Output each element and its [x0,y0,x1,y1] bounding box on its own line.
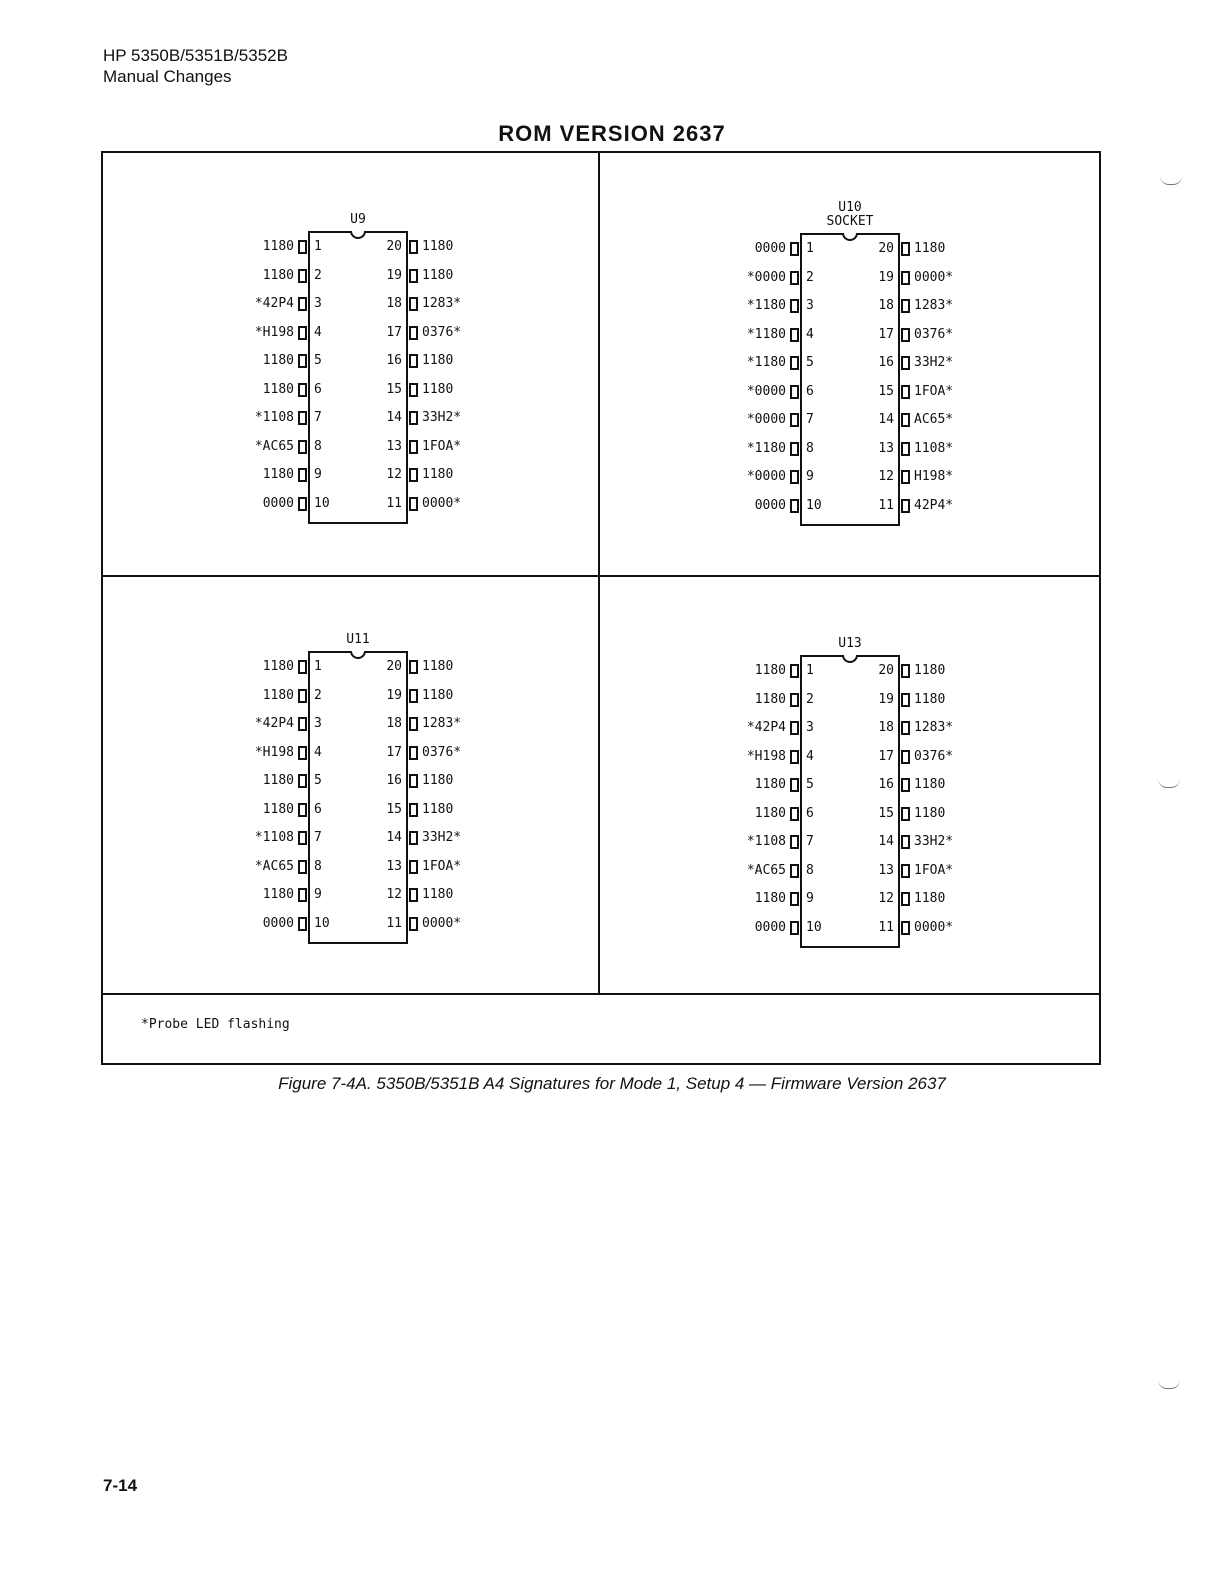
signature-right: 1108* [914,440,954,456]
pin-number: 18 [878,720,894,735]
signature-left: 1180 [262,467,294,482]
pin-pad [790,864,799,878]
signature-right: 1180 [422,353,454,368]
pin-pad [901,721,910,735]
pin-number: 11 [386,915,402,931]
pin-pad [790,892,799,906]
rom-version-title: ROM VERSION 2637 [498,121,726,146]
pin-number: 17 [386,324,402,340]
signature-left: 1180 [262,801,294,817]
pin-pad [901,864,910,878]
pin-number: 11 [386,495,402,511]
pin-number: 10 [314,915,330,931]
quadrant-u9 [103,153,598,575]
pin-pad [298,860,307,874]
pin-number: 6 [806,383,814,399]
pin-pad [298,746,307,760]
signature-left: *1180 [746,355,786,370]
pin-number: 20 [878,241,894,256]
quadrant-u11 [103,577,598,993]
pin-number: 8 [314,858,322,874]
pin-number: 13 [386,858,402,874]
signature-right: 0376* [422,744,462,760]
pin-pad [901,750,910,764]
pin-number: 1 [806,663,814,678]
pin-pad [901,328,910,342]
pin-number: 2 [806,269,814,285]
pin-pad [790,242,799,256]
signature-left: *H198 [746,748,786,764]
figure-frame [101,151,1101,1065]
signature-right: 33H2* [914,834,954,849]
pin-number: 14 [386,830,402,845]
signature-left: *0000 [746,469,786,484]
pin-number: 7 [314,830,322,845]
pin-number: 7 [806,412,814,427]
pin-pad [901,807,910,821]
pin-pad [298,497,307,511]
signature-right: 1180 [914,891,946,906]
signature-left: 1180 [262,267,294,283]
signature-left: *1108 [254,410,294,425]
chip-designator: U9 [350,212,366,227]
signature-right: 0376* [422,324,462,340]
pin-number: 3 [806,720,814,735]
signature-left: *42P4 [254,716,294,731]
signature-right: 1FOA* [914,383,954,399]
signature-left: *42P4 [746,720,786,735]
pin-number: 16 [386,773,402,788]
signature-left: 1180 [262,773,294,788]
pin-pad [298,660,307,674]
pin-pad [790,271,799,285]
pin-pad [298,717,307,731]
pin-number: 18 [386,716,402,731]
pin-number: 10 [314,495,330,511]
pin-pad [790,385,799,399]
signature-left: *42P4 [254,296,294,311]
pin-pad [409,689,418,703]
pin-pad [901,271,910,285]
pin-pad [409,917,418,931]
pin-pad [790,921,799,935]
pin-pad [790,664,799,678]
pin-number: 7 [806,834,814,849]
pin-pad [790,328,799,342]
signature-right: 1283* [914,298,954,313]
header-model: HP 5350B/5351B/5352B [103,46,288,65]
pin-number: 6 [806,805,814,821]
pin-number: 1 [806,241,814,256]
signature-left: 1180 [262,887,294,902]
pin-number: 12 [878,469,894,484]
signature-right: 42P4* [914,497,954,513]
pin-number: 2 [314,267,322,283]
signature-left: 1180 [754,805,786,821]
pin-pad [901,892,910,906]
pin-number: 14 [878,834,894,849]
pin-pad [409,888,418,902]
pin-pad [790,413,799,427]
pin-pad [298,297,307,311]
pin-number: 14 [386,410,402,425]
pin-number: 5 [806,355,814,370]
pin-number: 13 [878,862,894,878]
signature-left: *AC65 [254,438,294,454]
pin-pad [409,297,418,311]
signature-right: 0376* [914,326,954,342]
margin-mark [1158,779,1180,788]
signature-right: 1180 [422,887,454,902]
signature-right: 0000* [914,269,954,285]
pin-pad [409,240,418,254]
signature-left: *AC65 [254,858,294,874]
signature-left: *H198 [254,744,294,760]
pin-pad [901,470,910,484]
signature-right: 1180 [914,777,946,792]
pin-pad [409,717,418,731]
pin-number: 15 [386,801,402,817]
pin-pad [901,442,910,456]
figure-caption: Figure 7-4A. 5350B/5351B A4 Signatures for Mode 1, Setup 4 — Firmware Version 2637 [278,1074,946,1093]
pin-pad [298,383,307,397]
pin-pad [298,326,307,340]
pin-number: 20 [386,239,402,254]
pin-number: 4 [314,744,322,760]
pin-number: 13 [878,440,894,456]
pin-pad [409,831,418,845]
pin-number: 8 [806,440,814,456]
pin-number: 7 [314,410,322,425]
margin-mark [1160,176,1182,185]
pin-number: 10 [806,497,822,513]
signature-left: *1108 [746,834,786,849]
pin-number: 16 [386,353,402,368]
pin-pad [409,326,418,340]
signature-right: 1180 [422,659,454,674]
signature-left: 0000 [262,915,294,931]
pin-pad [790,356,799,370]
pin-pad [901,921,910,935]
signature-right: 33H2* [914,355,954,370]
signature-right: 1180 [422,381,454,397]
pin-number: 5 [314,353,322,368]
pin-number: 17 [878,326,894,342]
pin-number: 6 [314,801,322,817]
signature-left: 1180 [754,777,786,792]
signature-left: 1180 [754,663,786,678]
signature-left: 1180 [262,239,294,254]
signature-right: 1283* [422,716,462,731]
pin-number: 8 [314,438,322,454]
pin-pad [790,835,799,849]
page-number: 7-14 [103,1476,138,1495]
chip-designator: U11 [346,632,370,647]
signature-right: 33H2* [422,830,462,845]
signature-left: *1108 [254,830,294,845]
signature-right: AC65* [914,412,954,427]
pin-pad [298,440,307,454]
pin-number: 18 [878,298,894,313]
pin-number: 9 [314,467,322,482]
pin-number: 9 [806,891,814,906]
chip-designator: U13 [838,636,862,651]
chip-designator: SOCKET [826,214,874,229]
pin-number: 12 [386,467,402,482]
pin-pad [409,660,418,674]
pin-number: 1 [314,659,322,674]
signature-left: *0000 [746,412,786,427]
pin-pad [298,803,307,817]
pin-pad [901,299,910,313]
signature-right: 1180 [422,239,454,254]
pin-number: 20 [878,663,894,678]
signature-right: 1180 [914,663,946,678]
pin-number: 14 [878,412,894,427]
signature-left: 0000 [754,919,786,935]
chip-designator: U10 [838,200,862,215]
signature-left: 1180 [262,659,294,674]
pin-number: 5 [314,773,322,788]
signature-right: 1180 [914,805,946,821]
signature-right: H198* [914,469,954,484]
signature-left: 0000 [262,495,294,511]
pin-pad [409,411,418,425]
pin-number: 19 [386,687,402,703]
page-header [103,45,288,87]
signature-left: 0000 [754,241,786,256]
pin-number: 11 [878,497,894,513]
pin-number: 6 [314,381,322,397]
pin-number: 19 [878,691,894,707]
pin-number: 3 [314,296,322,311]
pin-number: 19 [386,267,402,283]
grid-divider-horizontal-footnote [103,993,1099,995]
pin-pad [901,664,910,678]
pin-pad [790,299,799,313]
signature-right: 0000* [422,495,462,511]
pin-pad [790,693,799,707]
signature-left: *1180 [746,326,786,342]
signature-left: 1180 [754,891,786,906]
pin-number: 8 [806,862,814,878]
signature-left: *1180 [746,440,786,456]
signature-right: 1FOA* [422,858,462,874]
pin-pad [409,803,418,817]
signature-right: 1283* [422,296,462,311]
pin-number: 1 [314,239,322,254]
pin-number: 16 [878,355,894,370]
pin-number: 9 [806,469,814,484]
pin-number: 12 [386,887,402,902]
pin-pad [409,383,418,397]
pin-pad [901,385,910,399]
pin-number: 2 [806,691,814,707]
pin-number: 2 [314,687,322,703]
pin-number: 17 [878,748,894,764]
signature-left: 1180 [262,353,294,368]
pin-pad [901,778,910,792]
pin-number: 5 [806,777,814,792]
quadrant-u10 [600,153,1095,575]
pin-number: 3 [314,716,322,731]
pin-pad [298,917,307,931]
pin-pad [409,497,418,511]
signature-right: 1180 [422,773,454,788]
pin-pad [790,778,799,792]
pin-pad [298,888,307,902]
signature-right: 1180 [422,467,454,482]
pin-pad [790,807,799,821]
pin-number: 11 [878,919,894,935]
pin-number: 10 [806,919,822,935]
pin-pad [409,860,418,874]
signature-left: *AC65 [746,862,786,878]
signature-right: 1180 [422,267,454,283]
pin-pad [409,746,418,760]
signature-right: 0376* [914,748,954,764]
pin-number: 3 [806,298,814,313]
pin-number: 15 [878,805,894,821]
pin-number: 20 [386,659,402,674]
pin-pad [409,774,418,788]
footnote: *Probe LED flashing [141,1017,290,1032]
pin-pad [901,242,910,256]
pin-pad [901,413,910,427]
pin-number: 17 [386,744,402,760]
pin-pad [901,499,910,513]
pin-pad [298,774,307,788]
signature-right: 0000* [914,919,954,935]
pin-pad [409,468,418,482]
signature-right: 33H2* [422,410,462,425]
signature-left: 1180 [754,691,786,707]
pin-pad [901,835,910,849]
header-subtitle: Manual Changes [103,67,232,86]
signature-left: *0000 [746,269,786,285]
signature-right: 1180 [914,691,946,707]
pin-number: 4 [806,326,814,342]
pin-pad [298,240,307,254]
pin-pad [298,831,307,845]
pin-pad [298,689,307,703]
pin-pad [298,354,307,368]
pin-number: 15 [878,383,894,399]
pin-number: 12 [878,891,894,906]
signature-right: 1FOA* [914,862,954,878]
quadrant-u13 [600,577,1095,993]
pin-pad [790,442,799,456]
pin-pad [790,721,799,735]
pin-number: 4 [314,324,322,340]
pin-number: 18 [386,296,402,311]
pin-pad [790,499,799,513]
margin-mark [1158,1380,1180,1389]
signature-left: 1180 [262,687,294,703]
signature-left: *1180 [746,298,786,313]
signature-left: *H198 [254,324,294,340]
pin-number: 15 [386,381,402,397]
pin-pad [298,468,307,482]
pin-pad [298,411,307,425]
pin-pad [409,354,418,368]
pin-pad [790,750,799,764]
pin-pad [901,693,910,707]
signature-left: 0000 [754,497,786,513]
pin-pad [790,470,799,484]
signature-right: 1180 [422,687,454,703]
pin-pad [409,440,418,454]
signature-left: 1180 [262,381,294,397]
signature-right: 1180 [422,801,454,817]
pin-pad [409,269,418,283]
pin-number: 4 [806,748,814,764]
pin-pad [901,356,910,370]
pin-number: 16 [878,777,894,792]
pin-number: 9 [314,887,322,902]
signature-right: 1180 [914,241,946,256]
pin-pad [298,269,307,283]
signature-right: 1283* [914,720,954,735]
pin-number: 19 [878,269,894,285]
signature-left: *0000 [746,383,786,399]
signature-right: 1FOA* [422,438,462,454]
signature-right: 0000* [422,915,462,931]
pin-number: 13 [386,438,402,454]
